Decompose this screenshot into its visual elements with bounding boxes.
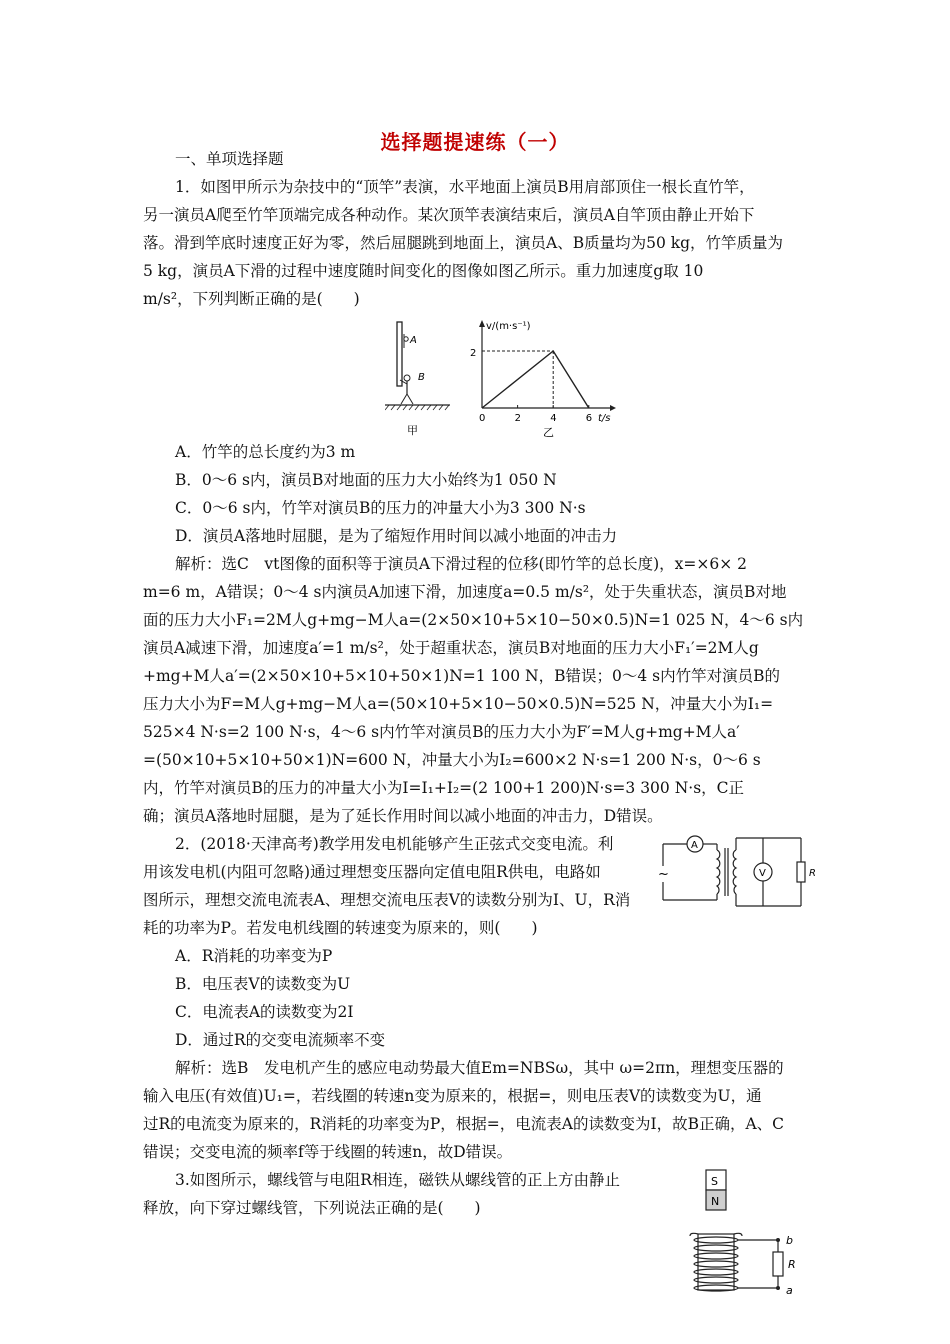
section-heading: 一、单项选择题 (175, 150, 284, 168)
figure-yi-label: 乙 (543, 426, 554, 439)
q2-option-d: D．通过R的交变电流频率不变 (175, 1031, 386, 1049)
page-title: 选择题提速练（一） (380, 130, 570, 154)
q1-stem-line: 另一演员A爬至竹竿顶端完成各种动作。某次顶竿表演结束后，演员A自竿顶由静止开始下 (143, 206, 755, 224)
magnet-s-label: S (711, 1175, 718, 1188)
q1-solution-line: 演员A减速下滑，加速度a′=1 m/s²，处于超重状态，演员B对地面的压力大小F₁′=2M人g (143, 639, 759, 657)
x-tick-label: 6 (585, 413, 593, 424)
q2-stem-line: 图所示，理想交流电流表A、理想交流电压表V的读数分别为I、U，R消 (143, 891, 631, 909)
terminal-a-label: a (786, 1284, 793, 1296)
x-tick-label: 0 (479, 413, 486, 424)
q2-option-a: A．R消耗的功率变为P (175, 947, 333, 965)
ac-source-icon: ~ (658, 867, 669, 882)
q1-solution-line: 内，竹竿对演员B的压力的冲量大小为I=I₁+I₂=(2 100+1 200)N·s=3 300 N·s，C正 (143, 779, 745, 797)
q2-solution-line: 过R的电流变为原来的，R消耗的功率变为P，根据=，电流表A的读数变为I，故B正确，A、C (143, 1115, 785, 1133)
q1-solution-line: 确；演员A落地时屈腿，是为了延长作用时间以减小地面的冲击力，D错误。 (143, 807, 663, 825)
x-axis-arrow (610, 405, 616, 411)
q1-solution-line: 525×4 N·s=2 100 N·s，4～6 s内竹竿对演员B的压力大小为F′=M人g+mg+M人a′ (143, 723, 740, 741)
magnet-n-label: N (711, 1195, 720, 1208)
q1-option-d: D．演员A落地时屈腿，是为了缩短作用时间以减小地面的冲击力 (175, 527, 618, 545)
q1-option-b: B．0～6 s内，演员B对地面的压力大小始终为1 050 N (175, 471, 557, 489)
q2-solution-line: 解析：选B 发电机产生的感应电动势最大值Em=NBSω，其中 ω=2πn，理想变压器的 (175, 1059, 784, 1077)
q1-figure-jia (385, 318, 455, 438)
q1-chart-vt (460, 315, 620, 440)
q1-solution-line: 面的压力大小F₁=2M人g+mg−M人a=(2×50×10+5×10−50×0.5)N=1 025 N，4～6 s内 (143, 611, 804, 629)
q2-stem-line: 2．(2018·天津高考)教学用发电机能够产生正弦式交变电流。利 (175, 835, 614, 853)
x-tick-label: 2 (514, 413, 521, 424)
terminal-b-label: b (786, 1234, 793, 1247)
q1-stem-line: 1．如图甲所示为杂技中的“顶竿”表演，水平地面上演员B用肩部顶住一根长直竹竿， (175, 178, 755, 196)
q3-stem-line: 3.如图所示，螺线管与电阻R相连，磁铁从螺线管的正上方由静止 (175, 1171, 620, 1189)
q1-option-c: C．0～6 s内，竹竿对演员B的压力的冲量大小为3 300 N·s (175, 499, 586, 517)
q2-option-c: C．电流表A的读数变为2I (175, 1003, 354, 1021)
q2-option-b: B．电压表V的读数变为U (175, 975, 351, 993)
q2-stem-line: 耗的功率为P。若发电机线圈的转速变为原来的，则( ) (143, 919, 538, 937)
q1-stem-line: 落。滑到竿底时速度正好为零，然后屈腿跳到地面上，演员A、B质量均为50 kg，竹竿质量为 (143, 234, 784, 252)
actor-b-label: B (418, 372, 425, 383)
figure-jia-label: 甲 (407, 424, 418, 437)
y-axis-arrow (479, 320, 485, 327)
q3-solenoid-figure (680, 1168, 810, 1296)
q1-stem-line: m/s²，下列判断正确的是( ) (143, 290, 360, 308)
q1-solution-line: 压力大小为F=M人g+mg−M人a=(50×10+5×10−50×0.5)N=525 N，冲量大小为I₁= (143, 695, 774, 713)
q1-solution-line: 解析：选C vt图像的面积等于演员A下滑过程的位移(即竹竿的总长度)，x=×6× 2 (175, 555, 747, 573)
x-axis-label: t/s (598, 413, 611, 424)
velocity-series-line (482, 351, 589, 408)
q1-solution-line: =(50×10+5×10+50×1)N=600 N，冲量大小为I₂=600×2 N·s=1 200 N·s，0～6 s (143, 751, 761, 769)
q1-solution-line: m=6 m，A错误；0～4 s内演员A加速下滑，加速度a=0.5 m/s²，处于失重状态，演员B对地 (143, 583, 787, 601)
resistor-label: R (788, 1258, 796, 1271)
y-tick-label: 2 (470, 348, 477, 359)
y-axis-label: v/(m·s⁻¹) (486, 321, 531, 332)
actor-a-label: A (410, 335, 417, 346)
q1-solution-line: +mg+M人a′=(2×50×10+5×10+50×1)N=1 100 N，B错误；0～4 s内竹竿对演员B的 (143, 667, 781, 685)
q2-circuit-figure (655, 828, 825, 908)
q2-stem-line: 用该发电机(内阻可忽略)通过理想变压器向定值电阻R供电，电路如 (143, 863, 601, 881)
voltmeter-icon: V (759, 868, 766, 879)
q2-solution-line: 输入电压(有效值)U₁=，若线圈的转速n变为原来的，根据=，则电压表V的读数变为U，通 (143, 1087, 762, 1105)
q1-option-a: A．竹竿的总长度约为3 m (175, 443, 356, 461)
ammeter-icon: A (691, 840, 698, 851)
q1-stem-line: 5 kg，演员A下滑的过程中速度随时间变化的图像如图乙所示。重力加速度g取 10 (143, 262, 704, 280)
q2-solution-line: 错误；交变电流的频率f等于线圈的转速n，故D错误。 (143, 1143, 513, 1161)
q3-stem-line: 释放，向下穿过螺线管，下列说法正确的是( ) (143, 1199, 481, 1217)
resistor-label: R (809, 868, 816, 879)
x-tick-label: 4 (550, 413, 557, 424)
